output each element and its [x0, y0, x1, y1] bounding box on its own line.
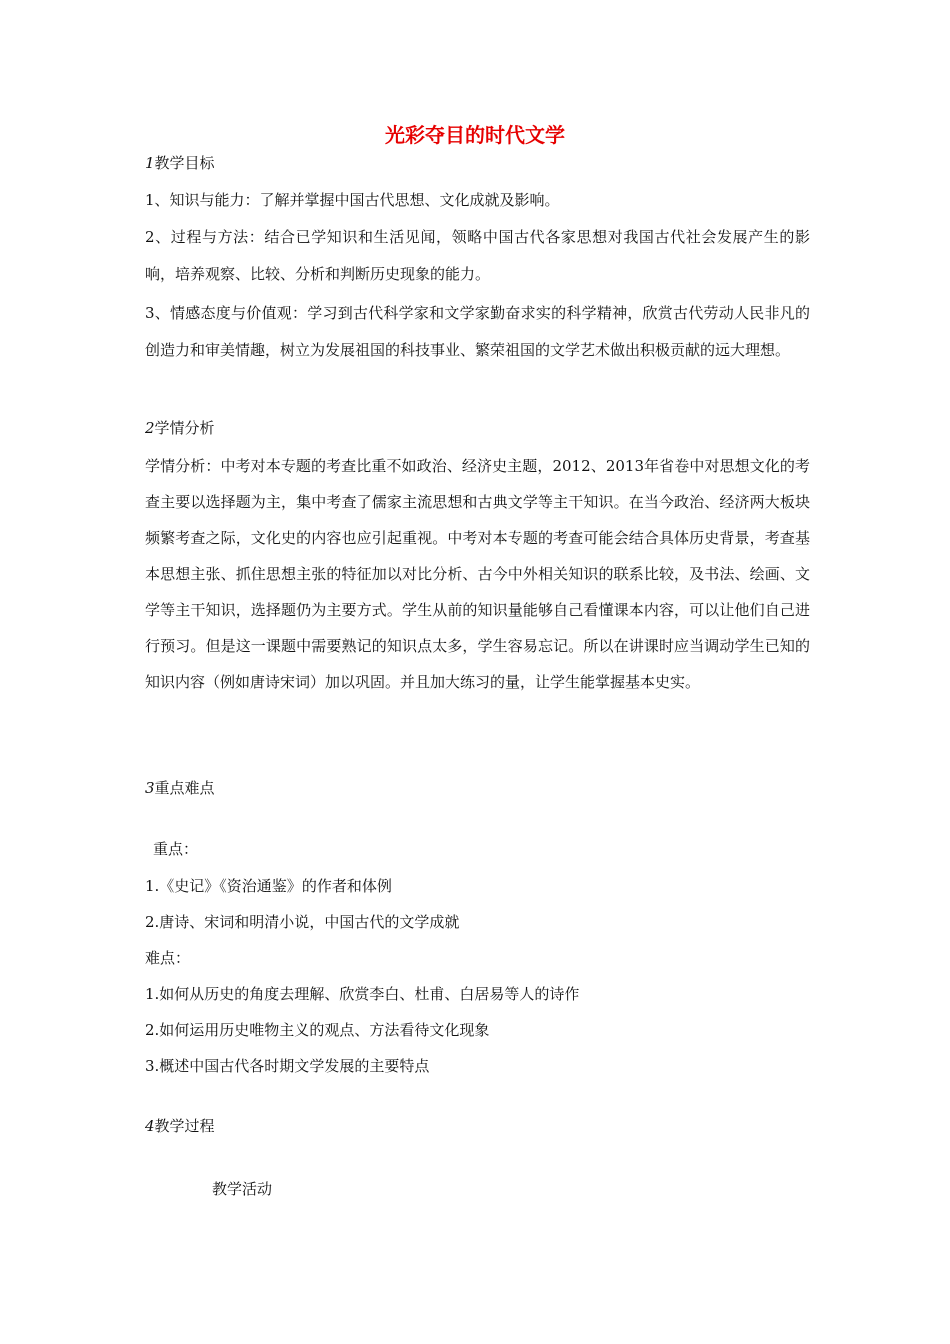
- difficult-points-label: 难点：: [145, 949, 191, 967]
- section-number: 4: [145, 1117, 155, 1135]
- section-label: 学情分析: [154, 419, 215, 437]
- section-label: 重点难点: [154, 779, 215, 797]
- section-heading-process: [145, 1108, 810, 1145]
- section-number: 1: [145, 154, 155, 172]
- section-heading-analysis: [145, 410, 810, 447]
- key-point-item-2: 2.唐诗、宋词和明清小说，中国古代的文学成就: [145, 913, 460, 931]
- objective-item-1: 1、知识与能力：了解并掌握中国古代思想、文化成就及影响。: [145, 191, 560, 209]
- section-label: 教学目标: [154, 154, 215, 172]
- section-number: 2: [145, 419, 155, 437]
- key-point-item-1: 1.《史记》《资治通鉴》的作者和体例: [145, 877, 392, 895]
- teaching-activity-label: 教学活动: [212, 1180, 273, 1198]
- difficult-point-item-3: 3.概述中国古代各时期文学发展的主要特点: [145, 1057, 430, 1075]
- section-heading-key-points: [145, 770, 810, 807]
- section-heading-objectives: [145, 145, 810, 182]
- objective-item-2: 2、过程与方法：结合已学知识和生活见闻，领略中国古代各家思想对我国古代社会发展产生的影响，培养观察、比较、分析和判断历史现象的能力。: [145, 228, 810, 283]
- objective-item-3: 3、情感态度与价值观：学习到古代科学家和文学家勤奋求实的科学精神，欣赏古代劳动人民非凡的创造力和审美情趣，树立为发展祖国的科技事业、繁荣祖国的文学艺术做出积极贡献的远大理想。: [145, 304, 810, 359]
- analysis-paragraph: 学情分析：中考对本专题的考查比重不如政治、经济史主题，2012、2013年省卷中对思想文化的考查主要以选择题为主，集中考查了儒家主流思想和古典文学等主干知识。在当今政治、经济两大板块频繁考查之际，文化史的内容也应引起重视。中考对本专题的考查可能会结合具体历史背景，考查基本思想主张、抓住思想主张的特征加以对比分析、古今中外相关知识的联系比较，及书法、绘画、文学等主干知识，选择题仍为主要方式。学生从前的知识量能够自己看懂课本内容，可以让他们自己进行预习。但是这一课题中需要熟记的知识点太多，学生容易忘记。所以在讲课时应当调动学生已知的知识内容（例如唐诗宋词）加以巩固。并且加大练习的量，让学生能掌握基本史实。: [145, 457, 810, 691]
- section-label: 教学过程: [154, 1117, 215, 1135]
- difficult-point-item-1: 1.如何从历史的角度去理解、欣赏李白、杜甫、白居易等人的诗作: [145, 985, 580, 1003]
- document-title: 光彩夺目的时代文学: [385, 123, 565, 147]
- key-points-label: 重点：: [153, 840, 199, 858]
- section-number: 3: [145, 779, 155, 797]
- difficult-point-item-2: 2.如何运用历史唯物主义的观点、方法看待文化现象: [145, 1021, 490, 1039]
